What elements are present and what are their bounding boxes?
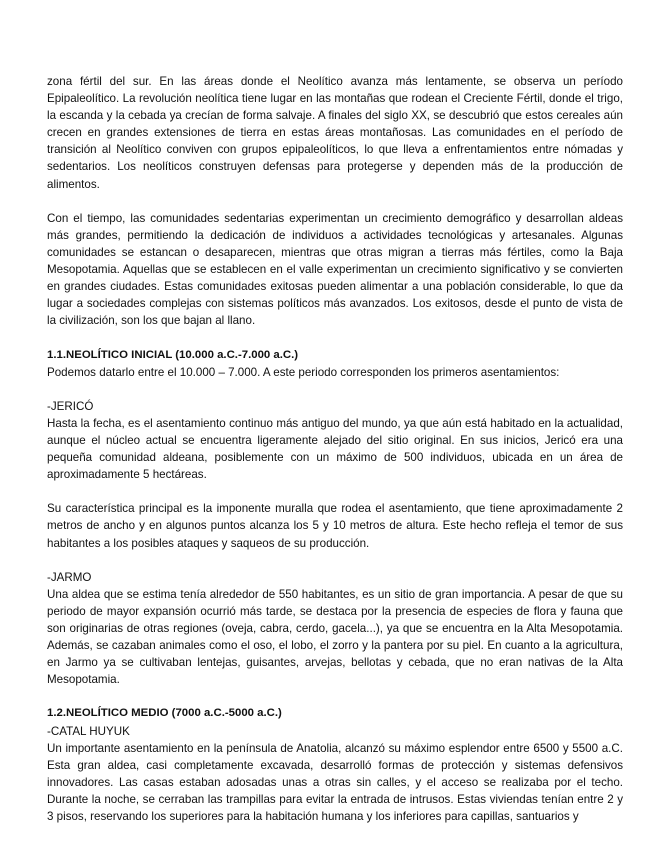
paragraph-gap bbox=[47, 688, 623, 705]
paragraph-jerico-settlement: Hasta la fecha, es el asentamiento continuo más antiguo del mundo, ya que aún está habitado en la actualidad, aunque el núcleo actual se encuentra ligeramente alejado del sitio original. En sus inicios, Jericó era una pequeña comunidad aldeana, posiblemente con un máximo de 500 individuos, ubicada en un área de aproximadamente 5 hectáreas. bbox=[47, 416, 623, 482]
paragraph-jerico-wall: Su característica principal es la imponente muralla que rodea el asentamiento, que tiene aproximadamente 2 metros de ancho y en algunos puntos alcanza los 5 y 10 metros de altura. Este hecho refleja el temor de sus habitantes a los posibles ataques y saqueos de su producción. bbox=[47, 502, 623, 550]
subsection-label-catal-huyuk: -CATAL HUYUK bbox=[47, 724, 130, 738]
paragraph-dating: Podemos datarlo entre el 10.000 – 7.000. A este periodo corresponden los primeros asentamientos: bbox=[47, 365, 560, 379]
paragraph-neolithic-transition: zona fértil del sur. En las áreas donde el Neolítico avanza más lentamente, se observa un período Epipaleolítico. La revolución neolítica tiene lugar en las montañas que rodean el Creciente Fértil, donde el trigo, la escanda y la cebada ya crecían de forma salvaje. A finales del siglo XX, se descubrió que estos cereales aún crecen en grandes extensiones de tierra en estas áreas montañosas. Las comunidades en el período de transición al Neolítico conviven con grupos epipaleolíticos, lo que lleva a enfrentamientos entre nómadas y sedentarios. Los neolíticos construyen defensas para protegerse y dependen más de la producción de alimentos. bbox=[47, 75, 623, 191]
section-heading-neolitico-inicial: 1.1.NEOLÍTICO INICIAL (10.000 a.C.-7.000 a.C.) bbox=[47, 348, 299, 361]
paragraph-gap bbox=[47, 552, 623, 569]
paragraph-gap bbox=[47, 483, 623, 500]
paragraph-gap bbox=[47, 329, 623, 346]
document-page bbox=[47, 73, 623, 825]
subsection-label-jarmo: -JARMO bbox=[47, 570, 92, 584]
subsection-label-jerico: -JERICÓ bbox=[47, 399, 94, 413]
paragraph-catal-huyuk: Un importante asentamiento en la península de Anatolia, alcanzó su máximo esplendor entre 6500 y 5500 a.C. Esta gran aldea, casi completamente excavada, desarrolló formas de protección y sistemas defensivos innovadores. Las casas estaban adosadas unas a otras sin calles, y el acceso se realizaba por el techo. Durante la noche, se cerraban las trampillas para evitar la entrada de intrusos. Estas viviendas tenían entre 2 y 3 pisos, reservando los superiores para la habitación humana y los inferiores para capillas, santuarios y bbox=[47, 741, 623, 824]
paragraph-gap bbox=[47, 193, 623, 210]
section-heading-neolitico-medio: 1.2.NEOLÍTICO MEDIO (7000 a.C.-5000 a.C.) bbox=[47, 707, 282, 720]
paragraph-jarmo: Una aldea que se estima tenía alrededor de 550 habitantes, es un sitio de gran importancia. A pesar de que su periodo de mayor expansión ocurrió más tarde, se destaca por la presencia de especies de flora y fauna que son originarias de otras regiones (oveja, cabra, cerdo, gacela...), ya que se encuentra en la Alta Mesopotamia. Además, se cazaban animales como el oso, el lobo, el zorro y la pantera por su piel. En cuanto a la agricultura, en Jarmo ya se cultivaban lentejas, guisantes, arvejas, bellotas y cebada, que no eran nativas de la Alta Mesopotamia. bbox=[47, 587, 623, 687]
paragraph-sedentary-communities: Con el tiempo, las comunidades sedentarias experimentan un crecimiento demográfico y desarrollan aldeas más grandes, permitiendo la dedicación de individuos a actividades tecnológicas y artesanales. Algunas comunidades se estancan o desaparecen, mientras que otras migran a tierras más fértiles, como la Baja Mesopotamia. Aquellas que se establecen en el valle experimentan un crecimiento significativo y se convierten en grandes ciudades. Estas comunidades exitosas pueden alimentar a una población considerable, lo que da lugar a sociedades complejas con sistemas políticos más avanzados. Los exitosos, desde el punto de vista de la civilización, son los que bajan al llano. bbox=[47, 211, 623, 328]
paragraph-gap bbox=[47, 381, 623, 398]
